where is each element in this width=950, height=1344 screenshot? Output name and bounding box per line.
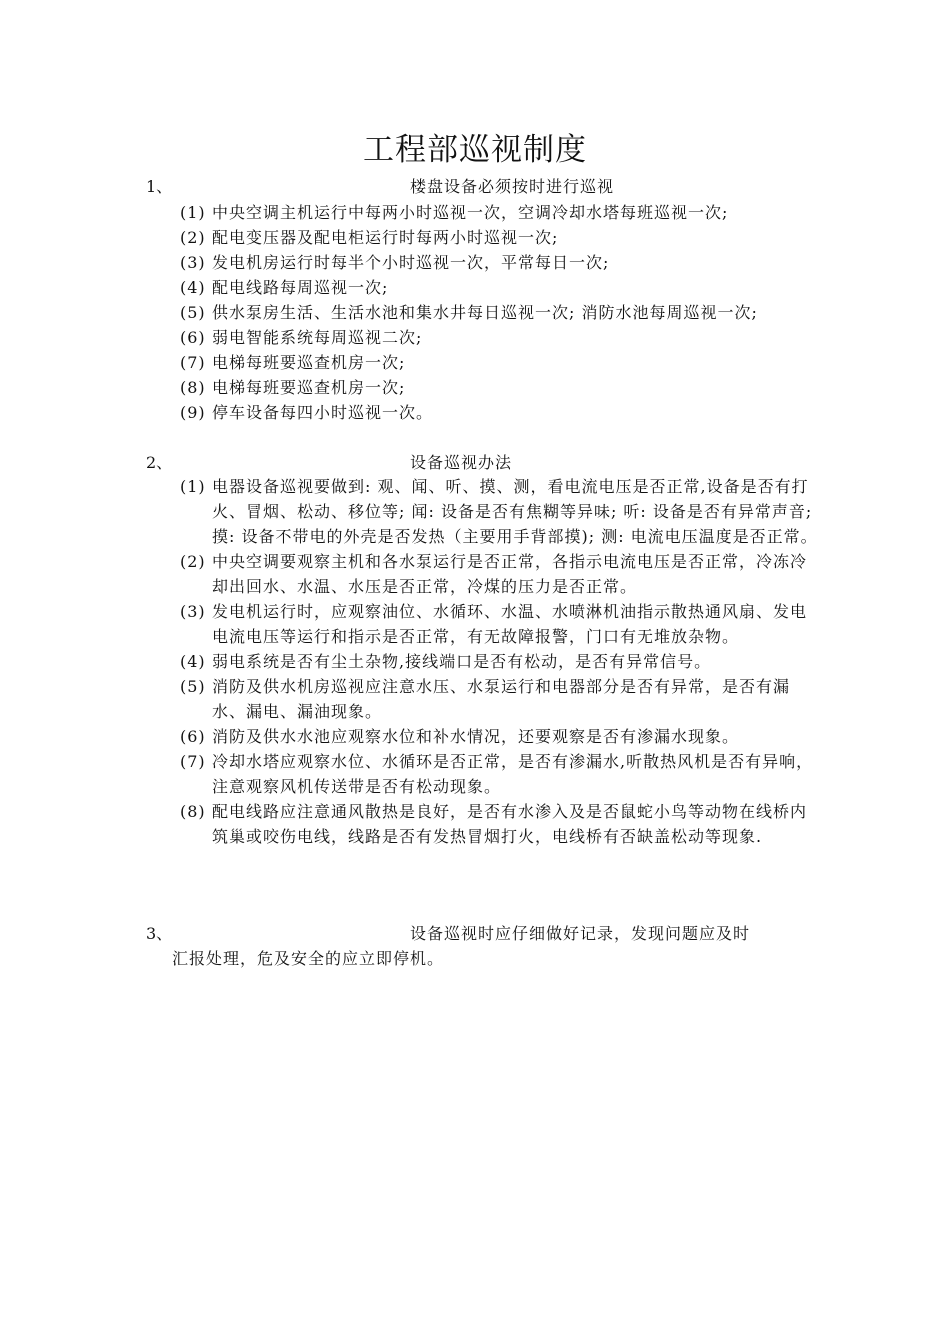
item-text: 发电机房运行时每半个小时巡视一次，平常每日一次; bbox=[212, 253, 610, 272]
section-number: 2、 bbox=[146, 453, 173, 472]
list-item bbox=[180, 325, 820, 350]
list-item bbox=[180, 300, 820, 325]
item-text: 发电机运行时，应观察油位、水循环、水温、水喷淋机油指示散热通风扇、发电电流电压等运行和指示是否正常，有无故障报警，门口有无堆放杂物。 bbox=[212, 602, 808, 646]
item-text: 配电线路每周巡视一次; bbox=[212, 278, 389, 297]
list-item bbox=[180, 250, 820, 275]
item-text: 消防及供水机房巡视应注意水压、水泵运行和电器部分是否有异常，是否有漏水、漏电、漏油现象。 bbox=[212, 677, 791, 721]
list-item bbox=[180, 350, 820, 375]
item-number: (7) bbox=[180, 752, 206, 771]
item-number: (5) bbox=[180, 677, 206, 696]
item-number: (6) bbox=[180, 727, 206, 746]
item-number: (2) bbox=[180, 552, 206, 571]
document-title: 工程部巡视制度 bbox=[363, 132, 587, 168]
item-text: 中央空调主机运行中每两小时巡视一次，空调冷却水塔每班巡视一次; bbox=[212, 203, 729, 222]
list-item bbox=[180, 375, 820, 400]
list-item bbox=[180, 549, 820, 599]
item-number: (8) bbox=[180, 802, 206, 821]
item-number: (3) bbox=[180, 253, 206, 272]
list-item bbox=[180, 799, 820, 849]
item-text: 配电变压器及配电柜运行时每两小时巡视一次; bbox=[212, 228, 559, 247]
item-number: (4) bbox=[180, 652, 206, 671]
item-number: (8) bbox=[180, 378, 206, 397]
section-3-continuation: 汇报处理，危及安全的应立即停机。 bbox=[172, 949, 445, 968]
item-number: (9) bbox=[180, 403, 206, 422]
item-text: 消防及供水水池应观察水位和补水情况，还要观察是否有渗漏水现象。 bbox=[212, 727, 740, 746]
item-number: (2) bbox=[180, 228, 206, 247]
item-number: (6) bbox=[180, 328, 206, 347]
item-text: 电梯每班要巡查机房一次; bbox=[212, 353, 406, 372]
item-text: 冷却水塔应观察水位、水循环是否正常，是否有渗漏水,听散热风机是否有异响，注意观察风机传送带是否有松动现象。 bbox=[212, 752, 814, 796]
item-number: (1) bbox=[180, 477, 206, 496]
section-1-items bbox=[180, 200, 820, 425]
item-number: (1) bbox=[180, 203, 206, 222]
section-heading: 楼盘设备必须按时进行巡视 bbox=[410, 177, 615, 196]
item-text: 电梯每班要巡查机房一次; bbox=[212, 378, 406, 397]
item-text: 配电线路应注意通风散热是良好，是否有水渗入及是否鼠蛇小鸟等动物在线桥内筑巢或咬伤电线，线路是否有发热冒烟打火，电线桥有否缺盖松动等现象. bbox=[212, 802, 808, 846]
list-item bbox=[180, 200, 820, 225]
item-number: (4) bbox=[180, 278, 206, 297]
item-number: (3) bbox=[180, 602, 206, 621]
item-text: 弱电系统是否有尘土杂物,接线端口是否有松动，是否有异常信号。 bbox=[212, 652, 712, 671]
list-item bbox=[180, 225, 820, 250]
list-item bbox=[180, 275, 820, 300]
item-number: (5) bbox=[180, 303, 206, 322]
section-heading: 设备巡视时应仔细做好记录，发现问题应及时 bbox=[410, 924, 751, 943]
list-item bbox=[180, 400, 820, 425]
item-text: 电器设备巡视要做到: 观、闻、听、摸、测，看电流电压是否正常,设备是否有打火、冒烟、松动、移位等; 闻: 设备是否有焦糊等异味; 听: 设备是否有异常声音; 摸: 设备不带电的外壳是否发热（主要用手背部摸); 测: 电流电压温度是否正常。 bbox=[212, 477, 818, 546]
section-number: 1、 bbox=[146, 177, 173, 196]
list-item bbox=[180, 749, 820, 799]
section-2-items bbox=[180, 474, 820, 849]
list-item bbox=[180, 649, 820, 674]
list-item bbox=[180, 474, 820, 549]
section-number: 3、 bbox=[146, 924, 173, 943]
list-item bbox=[180, 674, 820, 724]
list-item bbox=[180, 724, 820, 749]
list-item bbox=[180, 599, 820, 649]
item-text: 供水泵房生活、生活水池和集水井每日巡视一次; 消防水池每周巡视一次; bbox=[212, 303, 758, 322]
item-text: 停车设备每四小时巡视一次。 bbox=[212, 403, 434, 422]
item-text: 弱电智能系统每周巡视二次; bbox=[212, 328, 423, 347]
section-heading: 设备巡视办法 bbox=[410, 453, 513, 472]
item-number: (7) bbox=[180, 353, 206, 372]
item-text: 中央空调要观察主机和各水泵运行是否正常，各指示电流电压是否正常，冷冻冷却出回水、水温、水压是否正常，冷煤的压力是否正常。 bbox=[212, 552, 808, 596]
